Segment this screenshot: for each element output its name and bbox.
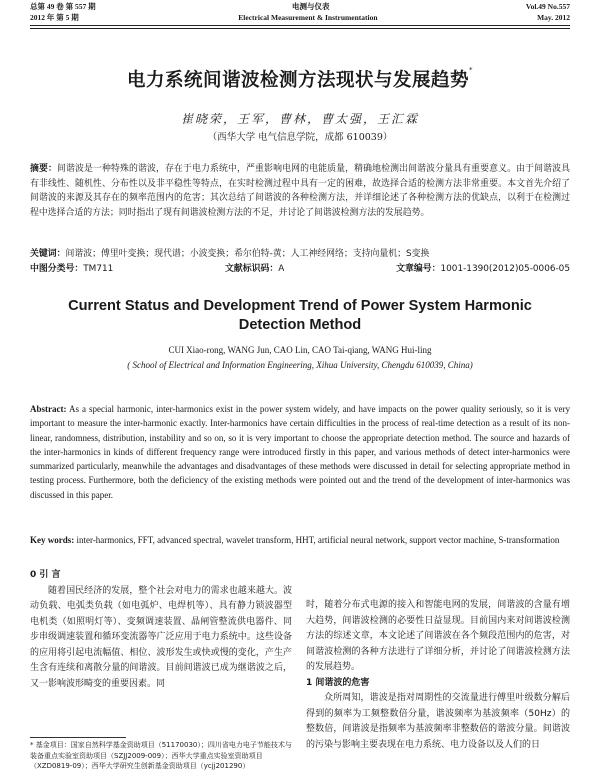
keywords-en-label: Key words: xyxy=(30,535,75,545)
journal-name-en: Electrical Measurement & Instrumentation xyxy=(238,13,378,22)
year-issue: 2012 年 第 5 期 xyxy=(30,13,79,22)
keywords-cn-label: 关键词： xyxy=(30,249,66,259)
body-left-column xyxy=(30,568,292,692)
journal-header-top xyxy=(30,2,570,12)
section-1-paragraph: 众所周知，谐波是指对周期性的交流量进行傅里叶级数分解后得到的频率为工频整数倍分量，谐波频率为基波频率（50Hz）的整数倍，间谐波是指频率为基波频率非整数倍的谐波分量。间谐波的污染与影响主要表现在电力系统、电力设备以及人们的日 xyxy=(306,693,570,750)
footnote-rule xyxy=(30,737,126,738)
intro-paragraph: 随着国民经济的发展，整个社会对电力的需求也越来越大。波动负载、电弧类负载（如电弧炉、电焊机等）、具有静力锁波器型电机类（如照明灯等）、变频调速装置、晶闸管整流供电器件、同步串级调速装置和循环变流器等广泛应用于电力系统中。这些设备的应用将引起电流幅值、相位、波形发生或快或慢的变化，产生产生含有连续和离散分量的间谐波。目前间谐波已成为继谐波之后，又一影响波形畸变的重要因素。同 xyxy=(30,585,292,689)
intro-paragraph-cont: 时，随着分布式电源的接入和智能电网的发展，间谐波的含量有增大趋势，间谐波检测的必要性日益显现。目前国内来对间谐波检测方法的综述文章，本文论述了间谐波在各个频段范围内的危害，对间谐波检测的各种方法进行了详细分析，并讨论了间谐波检测方法的发展趋势。 xyxy=(306,600,570,672)
classification-line xyxy=(30,263,570,275)
section-1-heading: 1 间谐波的危害 xyxy=(306,677,370,688)
article-number: 文章编号：1001-1390(2012)05-0006-05 xyxy=(396,264,570,274)
keywords-cn-text: 间谐波；傅里叶变换；现代谱；小波变换；希尔伯特-黄；人工神经网络；支持向量机；S变换 xyxy=(65,249,430,259)
clc-number: 中图分类号：TM711 xyxy=(30,264,114,274)
funding-footnote: * 基金项目：国家自然科学基金资助项目（51170030）；四川省电力电子节能技术与装备重点实验室资助项目（SZJJ2009-009）；西华大学重点实验室资助项目（XZD0819-09）；西华大学研究生创新基金资助项目（ycjj201290） xyxy=(30,741,292,770)
header-rule xyxy=(30,25,570,26)
document-code: 文献标识码：A xyxy=(225,264,285,274)
abstract-cn-text: 间谐波是一种特殊的谐波，存在于电力系统中，严重影响电网的电能质量，精确地检测出间谐波分量具有重要意义。由于间谐波具有非线性、随机性、分布性以及非平稳性等特点，在实时检测过程中具有一定的困难，故选择合适的检测方法非常重要。本文首先介绍了间谐波的来源及其存在的频率范围内的危害；其次总结了间谐波的各种检测方法，并详细论述了各种检测方法的优缺点，以利于在检测过程中选择合适的方法；同时指出了现有间谐波检测方法的不足，并讨论了间谐波检测方法的发展趋势。 xyxy=(30,164,571,218)
abstract-en xyxy=(30,402,570,502)
paper-title-cn: 电力系统间谐波检测方法现状与发展趋势* xyxy=(126,66,473,91)
abstract-cn-label: 摘要： xyxy=(30,164,58,174)
journal-header-bottom xyxy=(30,13,570,23)
authors-cn: 崔晓荣，王军，曹林，曹太强，王汇霖 xyxy=(180,112,419,126)
publication-date: May. 2012 xyxy=(537,13,570,22)
journal-name-cn: 电测与仪表 xyxy=(292,2,330,11)
abstract-en-label: Abstract: xyxy=(30,404,67,414)
keywords-en xyxy=(30,533,570,547)
body-right-column xyxy=(306,598,570,753)
abstract-cn xyxy=(30,162,570,220)
authors-en: CUI Xiao-rong, WANG Jun, CAO Lin, CAO Tai-qiang, WANG Hui-ling xyxy=(168,345,432,355)
affiliation-cn: （西华大学 电气信息学院，成都 610039） xyxy=(207,132,393,143)
volume-issue: 总第 49 卷 第 557 期 xyxy=(30,2,96,11)
title-footnote-mark: * xyxy=(469,66,473,74)
keywords-en-text: inter-harmonics, FFT, advanced spectral, wavelet transform, HHT, artificial neural network, support vector machine, S-transformation xyxy=(76,535,560,545)
header-rule-thin xyxy=(30,28,570,29)
paper-title-en: Current Status and Development Trend of Power System Harmonic Detection Method xyxy=(68,298,532,333)
volume-issue-en: Vol.49 No.557 xyxy=(525,2,570,11)
affiliation-en: ( School of Electrical and Information Engineering, Xihua University, Chengdu 610039, China) xyxy=(127,360,473,370)
keywords-cn xyxy=(30,248,570,260)
section-0-heading: 0 引 言 xyxy=(30,570,61,580)
abstract-en-text: As a special harmonic, inter-harmonics exist in the power system widely, and have impacts on the power quality seriously, so it is very important to measure the inter-harmonic exactly. Inter-harmonics have certain difficulties in the process of real-time detection as a result of its non-linear, randomness, distribution, instability and so on, so it is very important to choose the appropriate detection method. The source and hazards of the inter-harmonics in kinds of different frequency range were introduced firstly in this paper, and various methods of detect inter-harmonics were summarized particularly, meanwhile the advantages and disadvantages of these methods were discussed in detail for selecting appropriate method in testing process. Furthermore, both the deficiency of the existing methods were pointed out and the trend of the development of inter-harmonics was discussed in this paper. xyxy=(30,404,570,500)
